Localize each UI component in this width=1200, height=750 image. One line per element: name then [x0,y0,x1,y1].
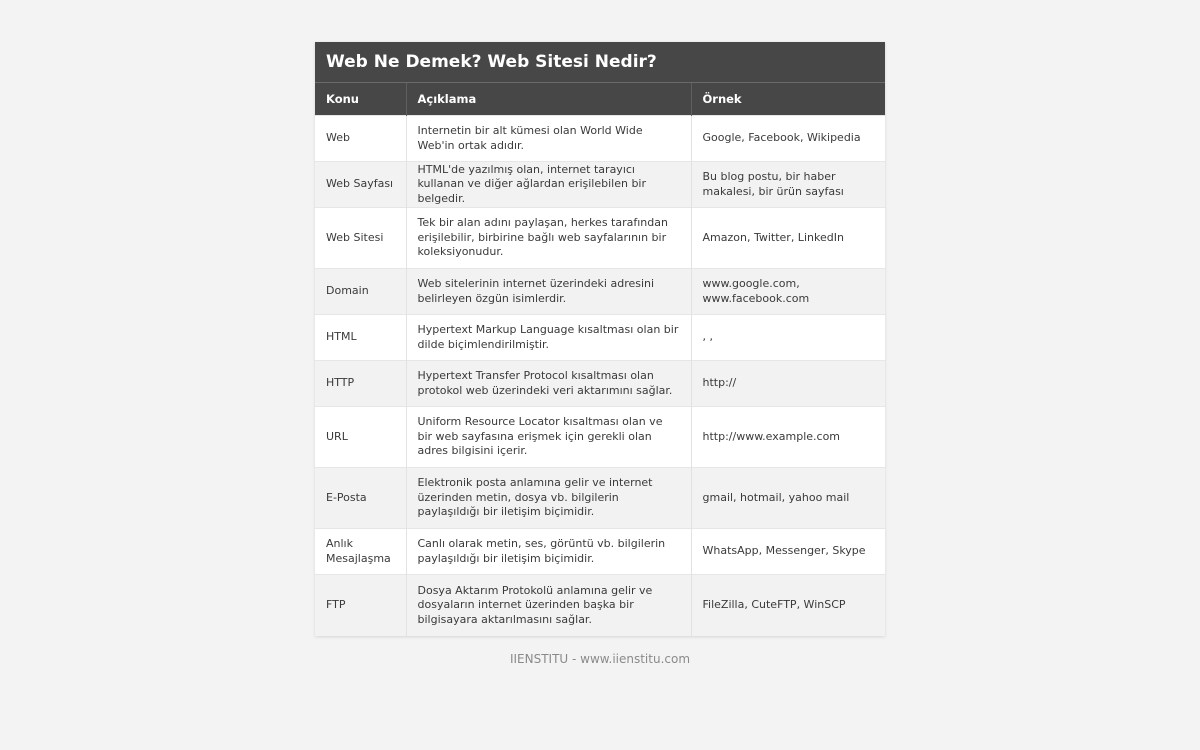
cell-konu: Web [315,116,406,162]
table-row [315,361,885,407]
table-header-row [315,83,885,116]
cell-konu: Web Sayfası [315,162,406,208]
table-row [315,468,885,529]
cell-ornek: gmail, hotmail, yahoo mail [691,468,885,529]
column-header-aciklama: Açıklama [406,83,691,116]
cell-konu: URL [315,407,406,468]
footer-credit: IIENSTITU - www.iienstitu.com [509,652,691,666]
cell-aciklama: Uniform Resource Locator kısaltması olan ve bir web sayfasına erişmek için gerekli olan adres bilgisini içerir. [406,407,691,468]
cell-aciklama: Dosya Aktarım Protokolü anlamına gelir ve dosyaların internet üzerinden başka bir bilgisayara aktarılmasını sağlar. [406,575,691,636]
data-table [315,83,885,636]
cell-aciklama: Elektronik posta anlamına gelir ve internet üzerinden metin, dosya vb. bilgilerin paylaşıldığı bir iletişim biçimidir. [406,468,691,529]
table-row [315,529,885,575]
cell-konu: Domain [315,269,406,315]
column-header-konu: Konu [315,83,406,116]
cell-ornek: , , [691,315,885,361]
table-row [315,162,885,208]
cell-konu: HTTP [315,361,406,407]
cell-ornek: http://www.example.com [691,407,885,468]
table-row [315,269,885,315]
table-row [315,315,885,361]
cell-aciklama: Canlı olarak metin, ses, görüntü vb. bilgilerin paylaşıldığı bir iletişim biçimidir. [406,529,691,575]
table-row [315,116,885,162]
cell-aciklama: Hypertext Transfer Protocol kısaltması olan protokol web üzerindeki veri aktarımını sağlar. [406,361,691,407]
cell-konu: Web Sitesi [315,208,406,269]
cell-ornek: www.google.com, www.facebook.com [691,269,885,315]
cell-ornek: FileZilla, CuteFTP, WinSCP [691,575,885,636]
cell-konu: Anlık Mesajlaşma [315,529,406,575]
table-row [315,208,885,269]
cell-ornek: Amazon, Twitter, LinkedIn [691,208,885,269]
cell-ornek: Bu blog postu, bir haber makalesi, bir ürün sayfası [691,162,885,208]
cell-aciklama: Hypertext Markup Language kısaltması olan bir dilde biçimlendirilmiştir. [406,315,691,361]
cell-aciklama: Web sitelerinin internet üzerindeki adresini belirleyen özgün isimlerdir. [406,269,691,315]
cell-aciklama: Internetin bir alt kümesi olan World Wide Web'in ortak adıdır. [406,116,691,162]
cell-konu: HTML [315,315,406,361]
data-table-card [315,42,885,636]
cell-ornek: Google, Facebook, Wikipedia [691,116,885,162]
cell-ornek: http:// [691,361,885,407]
cell-konu: E-Posta [315,468,406,529]
cell-konu: FTP [315,575,406,636]
cell-aciklama: HTML'de yazılmış olan, internet tarayıcı kullanan ve diğer ağlardan erişilebilen bir belgedir. [406,162,691,208]
table-row [315,575,885,636]
column-header-ornek: Örnek [691,83,885,116]
table-row [315,407,885,468]
cell-ornek: WhatsApp, Messenger, Skype [691,529,885,575]
cell-aciklama: Tek bir alan adını paylaşan, herkes tarafından erişilebilir, birbirine bağlı web sayfalarının bir koleksiyonudur. [406,208,691,269]
table-title: Web Ne Demek? Web Sitesi Nedir? [315,42,885,83]
